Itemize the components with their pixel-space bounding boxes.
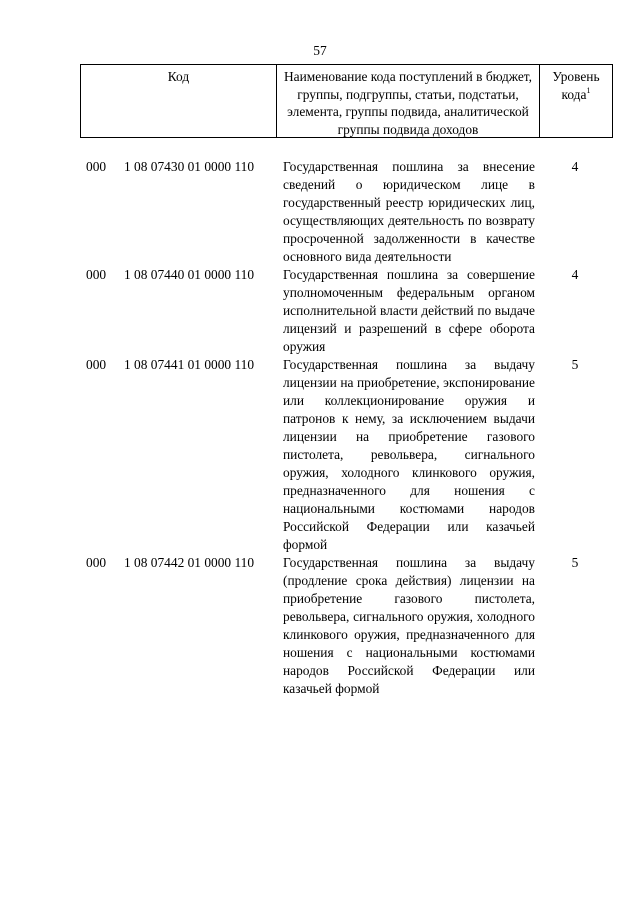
page-number: 57: [313, 43, 327, 58]
header-level: [540, 65, 613, 137]
row-code: 1 08 07430 01 0000 110: [124, 159, 255, 174]
table-row: [0, 356, 640, 554]
table-row: [0, 554, 640, 698]
footnote-marker: 1: [586, 86, 591, 95]
row-admin-code: 000: [86, 159, 107, 174]
row-name: Государственная пошлина за выдачу (продление срока действия) лицензии на приобретение газового пистолета, револьвера, сигнального оружия, холодного клинкового оружия, предназначенного для ношения с национальными костюмами народов Российской Федерации или казачьей формой: [283, 555, 535, 696]
header-level-label: Уровень кода: [552, 69, 600, 102]
table-body: [0, 158, 640, 698]
table-row: [0, 158, 640, 266]
table-header: [80, 64, 613, 138]
row-admin-code: 000: [86, 555, 107, 570]
row-code: 1 08 07441 01 0000 110: [124, 357, 255, 372]
row-name: Государственная пошлина за совершение уполномоченным федеральным органом исполнительной власти действий по выдаче лицензий и разрешений в сфере оборота оружия: [283, 267, 535, 354]
row-level: 5: [571, 357, 579, 372]
row-code: 1 08 07442 01 0000 110: [124, 555, 255, 570]
table-row: [0, 266, 640, 356]
header-name: [277, 65, 540, 137]
row-name: Государственная пошлина за выдачу лицензии на приобретение, экспонирование или коллекционирование оружия и патронов к нему, за исключением выдачи лицензии на приобретение газового пистолета, револьвера, сигнального оружия, холодного клинкового оружия, предназначенного для ношения с национальными костюмами народов Российской Федерации или казачьей формой: [283, 357, 535, 552]
row-level: 4: [571, 267, 579, 282]
row-level: 5: [571, 555, 579, 570]
row-admin-code: 000: [86, 357, 107, 372]
row-admin-code: 000: [86, 267, 107, 282]
header-code-label: Код: [167, 69, 190, 84]
header-code: [81, 65, 277, 137]
header-name-label: Наименование кода поступлений в бюджет, группы, подгруппы, статьи, подстатьи, элемента, группы подвида, аналитической группы подвида доходов: [284, 69, 532, 137]
row-code: 1 08 07440 01 0000 110: [124, 267, 255, 282]
row-level: 4: [571, 159, 579, 174]
row-name: Государственная пошлина за внесение сведений о юридическом лице в государственный реестр юридических лиц, осуществляющих деятельность по возврату просроченной задолженности в качестве основного вида деятельности: [283, 159, 535, 264]
